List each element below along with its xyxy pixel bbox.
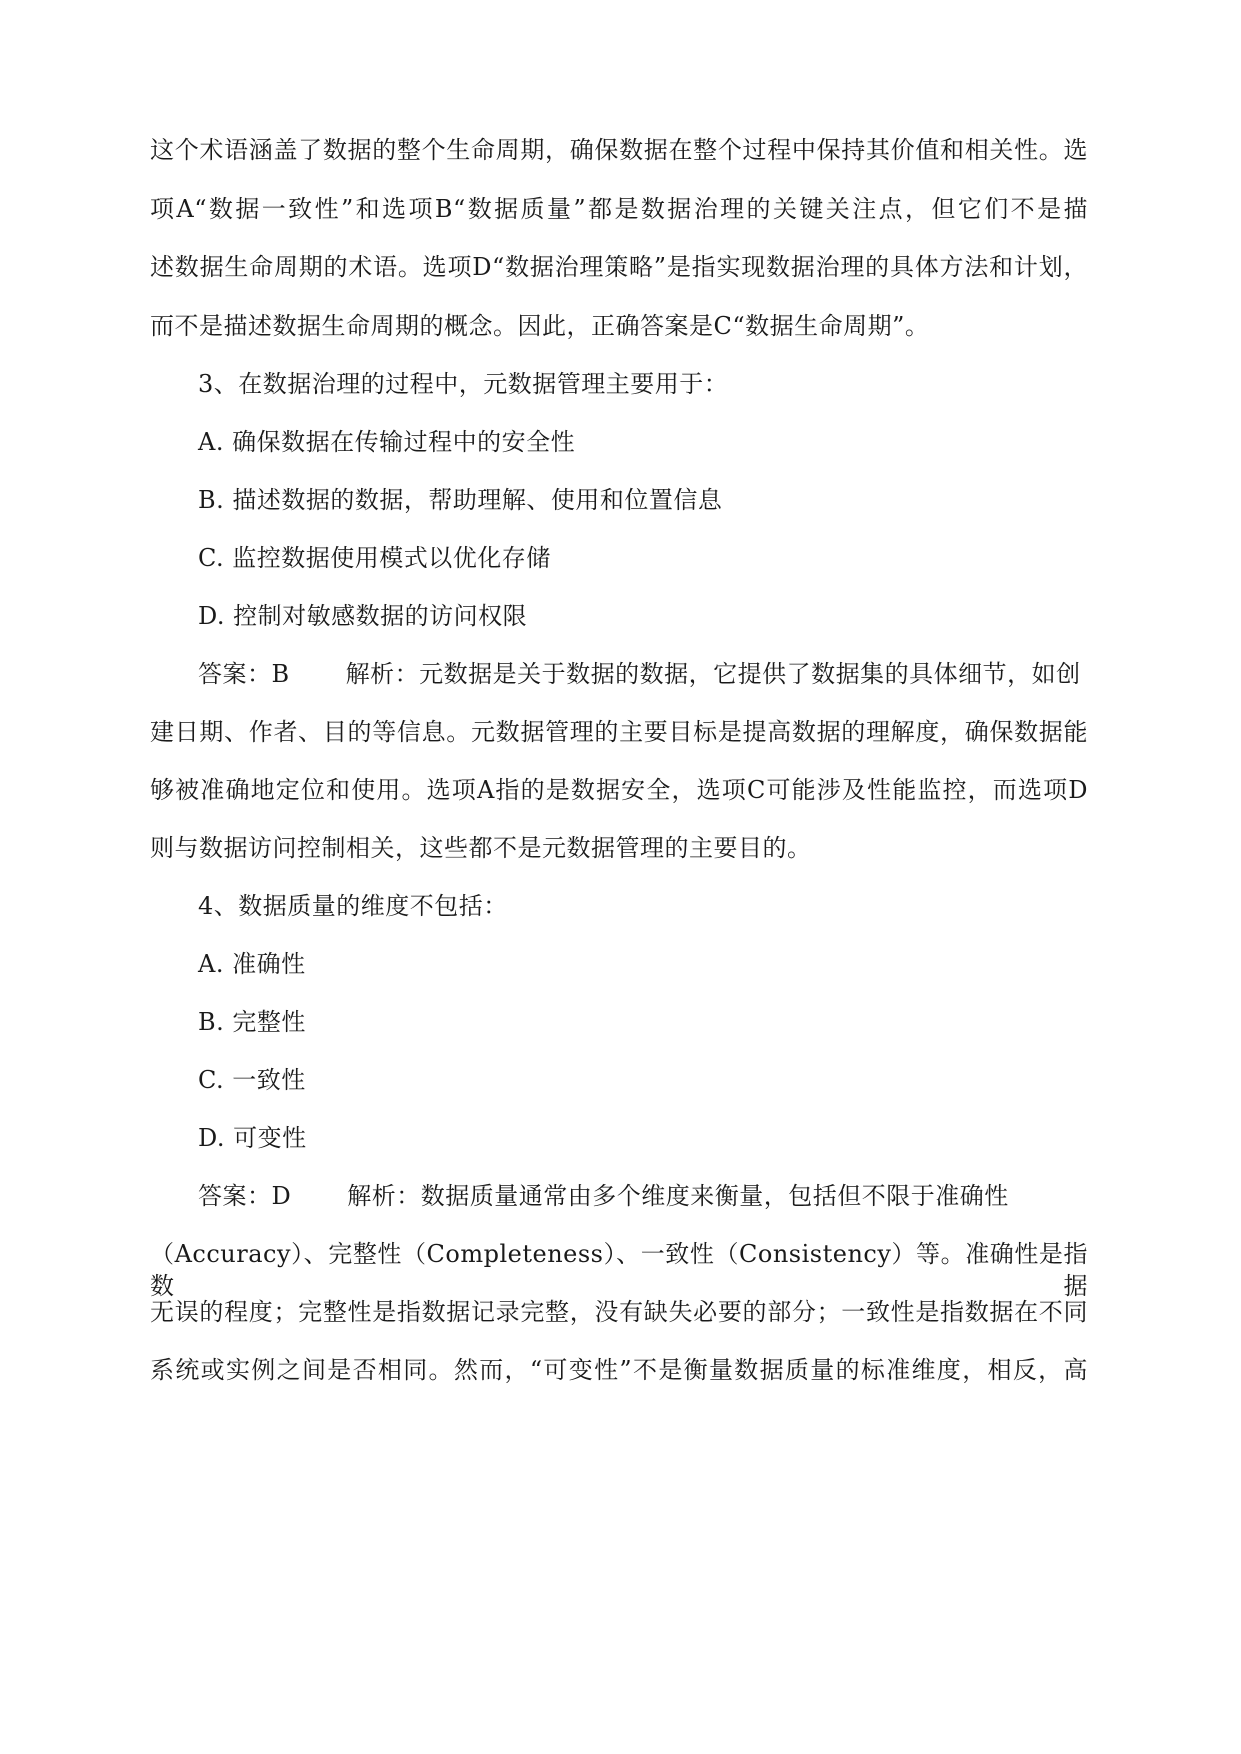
- q4-option-c: C. 一致性: [198, 1066, 306, 1094]
- q4-option-d: D. 可变性: [198, 1124, 307, 1152]
- q4-explanation-line-2: （Accuracy）、完整性（Completeness）、一致性（Consistency）等。准确性是指数据: [150, 1240, 1088, 1300]
- q4-option-b: B. 完整性: [198, 1008, 306, 1036]
- q3-answer-line: [198, 658, 1081, 690]
- q3-option-b: B. 描述数据的数据，帮助理解、使用和位置信息: [198, 486, 723, 514]
- q2-explanation-line-3: 述数据生命周期的术语。选项D“数据治理策略”是指实现数据治理的具体方法和计划，: [150, 253, 1088, 281]
- q3-explanation-line-4: 则与数据访问控制相关，这些都不是元数据管理的主要目的。: [150, 834, 812, 862]
- q3-stem: 3、在数据治理的过程中，元数据管理主要用于：: [198, 370, 729, 398]
- q3-explanation-line-2: 建日期、作者、目的等信息。元数据管理的主要目标是提高数据的理解度，确保数据能: [150, 718, 1088, 746]
- q2-explanation-line-4: 而不是描述数据生命周期的概念。因此，正确答案是C“数据生命周期”。: [150, 312, 930, 340]
- q4-answer: 答案：D: [198, 1182, 292, 1210]
- q3-explanation-start: 解析：元数据是关于数据的数据，它提供了数据集的具体细节，如创: [345, 660, 1081, 688]
- q4-explanation-line-3: 无误的程度；完整性是指数据记录完整，没有缺失必要的部分；一致性是指数据在不同: [150, 1298, 1088, 1326]
- q4-option-a: A. 准确性: [198, 950, 306, 978]
- q4-answer-line: [198, 1180, 1009, 1212]
- q3-answer: 答案：B: [198, 660, 290, 688]
- q4-explanation-start: 解析：数据质量通常由多个维度来衡量，包括但不限于准确性: [347, 1182, 1009, 1210]
- q3-explanation-line-3: 够被准确地定位和使用。选项A指的是数据安全，选项C可能涉及性能监控，而选项D: [150, 776, 1088, 804]
- q3-option-d: D. 控制对敏感数据的访问权限: [198, 602, 528, 630]
- q2-explanation-line-1: 这个术语涵盖了数据的整个生命周期，确保数据在整个过程中保持其价值和相关性。选: [150, 136, 1088, 164]
- q3-option-c: C. 监控数据使用模式以优化存储: [198, 544, 551, 572]
- q2-explanation-line-2: 项A“数据一致性”和选项B“数据质量”都是数据治理的关键关注点，但它们不是描: [150, 195, 1088, 223]
- q4-explanation-line-4: 系统或实例之间是否相同。然而，“可变性”不是衡量数据质量的标准维度，相反，高: [150, 1356, 1088, 1384]
- q3-option-a: A. 确保数据在传输过程中的安全性: [198, 428, 576, 456]
- q4-stem: 4、数据质量的维度不包括：: [198, 892, 508, 920]
